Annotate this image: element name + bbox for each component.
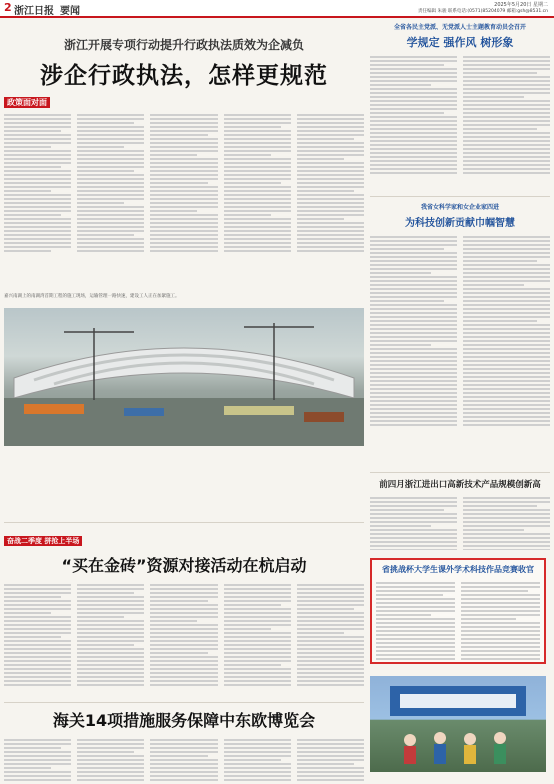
right-top-headline: 学规定 强作风 树形象 [406,36,514,49]
box-headline: 省挑战杯大学生课外学术科技作品竞赛收官 [382,565,534,574]
lead-col-3 [150,112,217,292]
editor-contact: 责任编辑 朱骏 联系电话:(0571)85204079 邮箱:gsh@8531.cn [418,9,548,14]
highlight-box-story [370,558,546,664]
photo-caption: 嘉兴南湖上的南湖湾首期工程的施工现场，运输管理一路快速，建设工人正在加紧施工。 [4,294,180,299]
middle-headline: “买在金砖”资源对接活动在杭启动 [61,556,307,575]
stadium-illustration [4,308,364,446]
issue-date: 2025年5月20日 星期二 [494,2,548,8]
students-illustration [370,676,546,772]
lead-subsection: 政策面对面 [4,97,50,108]
right-lower-story [370,478,550,548]
bottom-story [4,708,364,784]
lead-col-4 [224,112,291,292]
lead-col-1 [4,112,71,292]
bottom-right-photo [370,676,546,772]
paper-name: 浙江日报 [14,6,54,17]
masthead [0,0,554,18]
lead-col-2 [77,112,144,292]
lead-body [4,112,364,292]
middle-story [4,528,364,698]
right-mid-story [370,202,550,468]
lead-story [4,26,364,304]
middle-body [4,582,364,712]
box-body [376,580,540,660]
section-name: 要闻 [60,6,80,17]
right-mid-headline: 为科技创新贡献巾帼智慧 [405,218,515,229]
right-mid-kicker: 我省女科学家和女企业家四进 [420,204,499,211]
right-top-kicker: 全省各民主党派、无党派人士主题教育动员会召开 [393,24,526,31]
right-top-story [370,22,550,192]
right-top-body [370,54,550,204]
bottom-body [4,737,364,783]
middle-section-tag: 奋战二季度 拼抢上半场 [4,536,82,546]
right-lower-body [370,495,550,550]
lead-kicker: 浙江开展专项行动提升行政执法质效为企减负 [63,38,304,52]
right-lower-headline: 前四月浙江进出口高新技术产品规模创新高 [379,480,541,490]
lead-col-5 [297,112,364,292]
lead-headline: 涉企行政执法，怎样更规范 [40,63,328,89]
page-number: 2 [4,1,12,14]
right-mid-body [370,234,550,474]
construction-photo [4,308,364,446]
bottom-headline: 海关14项措施服务保障中东欧博览会 [52,711,316,730]
